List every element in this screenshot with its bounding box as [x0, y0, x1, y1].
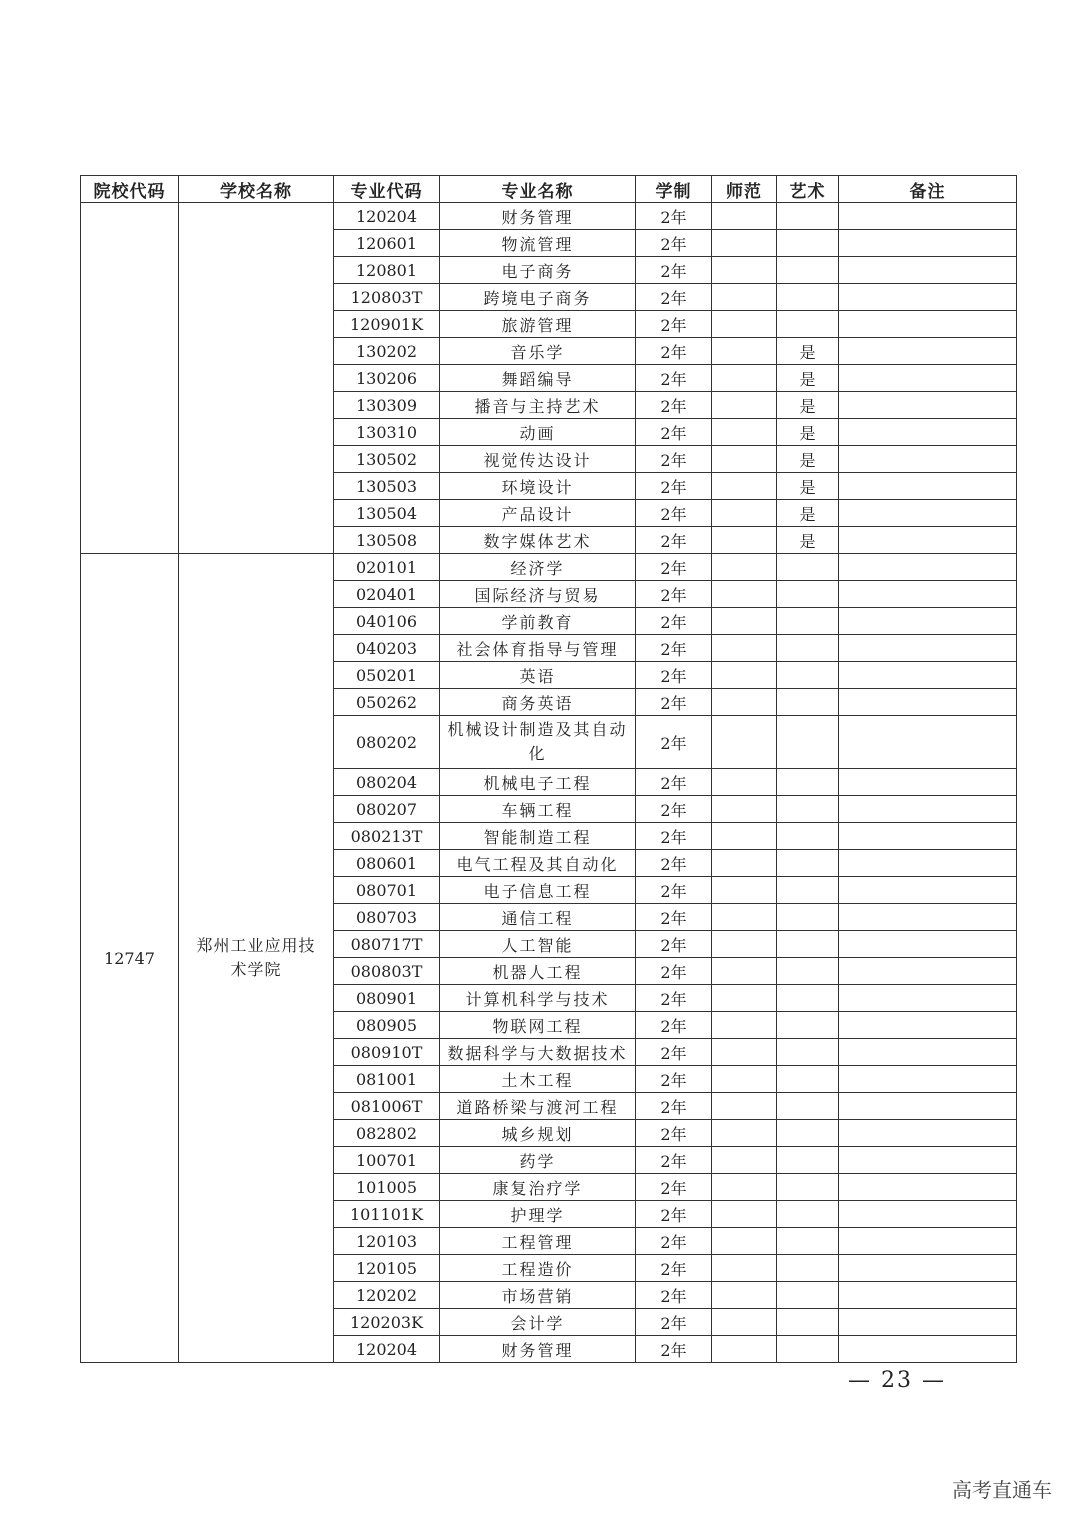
- normal-cell: [712, 392, 777, 419]
- major-code-cell: 050201: [334, 662, 440, 689]
- note-cell: [839, 1255, 1017, 1282]
- note-cell: [839, 1012, 1017, 1039]
- header-normal: 师范: [712, 176, 777, 203]
- note-cell: [839, 1147, 1017, 1174]
- major-name-cell: 护理学: [440, 1201, 636, 1228]
- major-code-cell: 080202: [334, 716, 440, 769]
- art-cell: [777, 1012, 839, 1039]
- note-cell: [839, 662, 1017, 689]
- duration-cell: 2年: [636, 1147, 712, 1174]
- note-cell: [839, 1336, 1017, 1363]
- duration-cell: 2年: [636, 662, 712, 689]
- art-cell: [777, 850, 839, 877]
- major-code-cell: 050262: [334, 689, 440, 716]
- watermark-text: 高考直通车: [952, 1478, 1052, 1502]
- duration-cell: 2年: [636, 392, 712, 419]
- art-cell: [777, 1282, 839, 1309]
- note-cell: [839, 958, 1017, 985]
- art-cell: [777, 1201, 839, 1228]
- normal-cell: [712, 931, 777, 958]
- major-code-cell: 120103: [334, 1228, 440, 1255]
- major-code-cell: 020101: [334, 554, 440, 581]
- note-cell: [839, 392, 1017, 419]
- major-name-cell: 人工智能: [440, 931, 636, 958]
- art-cell: [777, 1039, 839, 1066]
- duration-cell: 2年: [636, 311, 712, 338]
- normal-cell: [712, 662, 777, 689]
- major-name-cell: 土木工程: [440, 1066, 636, 1093]
- note-cell: [839, 446, 1017, 473]
- art-cell: [777, 1147, 839, 1174]
- duration-cell: 2年: [636, 877, 712, 904]
- header-row: [81, 176, 1017, 203]
- normal-cell: [712, 1336, 777, 1363]
- major-name-cell: 跨境电子商务: [440, 284, 636, 311]
- art-cell: [777, 608, 839, 635]
- duration-cell: 2年: [636, 689, 712, 716]
- art-cell: [777, 230, 839, 257]
- art-cell: 是: [777, 338, 839, 365]
- duration-cell: 2年: [636, 419, 712, 446]
- school-name-cell: [179, 203, 334, 554]
- major-name-cell: 音乐学: [440, 338, 636, 365]
- duration-cell: 2年: [636, 796, 712, 823]
- normal-cell: [712, 985, 777, 1012]
- art-cell: [777, 1309, 839, 1336]
- duration-cell: 2年: [636, 1282, 712, 1309]
- major-name-cell: 电子商务: [440, 257, 636, 284]
- school-name-cell: 郑州工业应用技术学院: [179, 554, 334, 1363]
- normal-cell: [712, 581, 777, 608]
- header-school-name: 学校名称: [179, 176, 334, 203]
- note-cell: [839, 850, 1017, 877]
- art-cell: [777, 581, 839, 608]
- normal-cell: [712, 311, 777, 338]
- art-cell: [777, 823, 839, 850]
- major-code-cell: 080703: [334, 904, 440, 931]
- major-name-cell: 英语: [440, 662, 636, 689]
- major-name-cell: 财务管理: [440, 1336, 636, 1363]
- major-name-cell: 康复治疗学: [440, 1174, 636, 1201]
- duration-cell: 2年: [636, 554, 712, 581]
- major-code-cell: 081001: [334, 1066, 440, 1093]
- duration-cell: 2年: [636, 1336, 712, 1363]
- art-cell: [777, 958, 839, 985]
- major-code-cell: 130310: [334, 419, 440, 446]
- major-name-cell: 学前教育: [440, 608, 636, 635]
- normal-cell: [712, 958, 777, 985]
- header-art: 艺术: [777, 176, 839, 203]
- major-code-cell: 080910T: [334, 1039, 440, 1066]
- normal-cell: [712, 877, 777, 904]
- major-name-cell: 环境设计: [440, 473, 636, 500]
- normal-cell: [712, 796, 777, 823]
- duration-cell: 2年: [636, 1228, 712, 1255]
- normal-cell: [712, 1228, 777, 1255]
- major-name-cell: 国际经济与贸易: [440, 581, 636, 608]
- major-code-cell: 080204: [334, 769, 440, 796]
- major-name-cell: 电子信息工程: [440, 877, 636, 904]
- major-name-cell: 商务英语: [440, 689, 636, 716]
- major-code-cell: 120801: [334, 257, 440, 284]
- normal-cell: [712, 1039, 777, 1066]
- major-code-cell: 130309: [334, 392, 440, 419]
- major-code-cell: 120204: [334, 203, 440, 230]
- normal-cell: [712, 284, 777, 311]
- art-cell: [777, 662, 839, 689]
- normal-cell: [712, 716, 777, 769]
- major-name-cell: 工程管理: [440, 1228, 636, 1255]
- major-name-cell: 机械电子工程: [440, 769, 636, 796]
- normal-cell: [712, 769, 777, 796]
- duration-cell: 2年: [636, 1066, 712, 1093]
- normal-cell: [712, 1093, 777, 1120]
- note-cell: [839, 527, 1017, 554]
- major-code-cell: 020401: [334, 581, 440, 608]
- art-cell: [777, 716, 839, 769]
- note-cell: [839, 581, 1017, 608]
- art-cell: [777, 1120, 839, 1147]
- duration-cell: 2年: [636, 1039, 712, 1066]
- note-cell: [839, 311, 1017, 338]
- art-cell: 是: [777, 419, 839, 446]
- note-cell: [839, 1120, 1017, 1147]
- school-code-cell: 12747: [81, 554, 179, 1363]
- normal-cell: [712, 1201, 777, 1228]
- duration-cell: 2年: [636, 1309, 712, 1336]
- duration-cell: 2年: [636, 1201, 712, 1228]
- major-name-cell: 通信工程: [440, 904, 636, 931]
- major-code-cell: 101101K: [334, 1201, 440, 1228]
- note-cell: [839, 419, 1017, 446]
- major-code-cell: 120105: [334, 1255, 440, 1282]
- major-name-cell: 会计学: [440, 1309, 636, 1336]
- major-code-cell: 130206: [334, 365, 440, 392]
- art-cell: [777, 1336, 839, 1363]
- normal-cell: [712, 527, 777, 554]
- normal-cell: [712, 1174, 777, 1201]
- art-cell: 是: [777, 365, 839, 392]
- duration-cell: 2年: [636, 1093, 712, 1120]
- major-code-cell: 120202: [334, 1282, 440, 1309]
- table-body: [81, 203, 1017, 1363]
- normal-cell: [712, 823, 777, 850]
- duration-cell: 2年: [636, 284, 712, 311]
- major-code-cell: 130502: [334, 446, 440, 473]
- duration-cell: 2年: [636, 1174, 712, 1201]
- note-cell: [839, 338, 1017, 365]
- note-cell: [839, 365, 1017, 392]
- art-cell: [777, 877, 839, 904]
- note-cell: [839, 716, 1017, 769]
- major-name-cell: 计算机科学与技术: [440, 985, 636, 1012]
- art-cell: [777, 1066, 839, 1093]
- note-cell: [839, 1228, 1017, 1255]
- normal-cell: [712, 230, 777, 257]
- duration-cell: 2年: [636, 500, 712, 527]
- note-cell: [839, 877, 1017, 904]
- major-name-cell: 社会体育指导与管理: [440, 635, 636, 662]
- art-cell: [777, 796, 839, 823]
- normal-cell: [712, 419, 777, 446]
- note-cell: [839, 554, 1017, 581]
- major-code-cell: 080701: [334, 877, 440, 904]
- major-name-cell: 机械设计制造及其自动化: [440, 716, 636, 769]
- note-cell: [839, 823, 1017, 850]
- duration-cell: 2年: [636, 203, 712, 230]
- note-cell: [839, 985, 1017, 1012]
- major-name-cell: 播音与主持艺术: [440, 392, 636, 419]
- art-cell: 是: [777, 473, 839, 500]
- art-cell: [777, 284, 839, 311]
- normal-cell: [712, 850, 777, 877]
- art-cell: [777, 689, 839, 716]
- duration-cell: 2年: [636, 769, 712, 796]
- major-name-cell: 市场营销: [440, 1282, 636, 1309]
- note-cell: [839, 931, 1017, 958]
- normal-cell: [712, 1066, 777, 1093]
- page-number: — 23 —: [848, 1368, 946, 1393]
- note-cell: [839, 635, 1017, 662]
- duration-cell: 2年: [636, 716, 712, 769]
- major-code-cell: 040203: [334, 635, 440, 662]
- table-row: [81, 203, 1017, 230]
- header-duration: 学制: [636, 176, 712, 203]
- major-name-cell: 舞蹈编导: [440, 365, 636, 392]
- art-cell: [777, 769, 839, 796]
- normal-cell: [712, 257, 777, 284]
- art-cell: 是: [777, 527, 839, 554]
- major-code-cell: 080207: [334, 796, 440, 823]
- art-cell: [777, 1255, 839, 1282]
- art-cell: 是: [777, 392, 839, 419]
- major-name-cell: 动画: [440, 419, 636, 446]
- table-row: [81, 554, 1017, 581]
- note-cell: [839, 284, 1017, 311]
- note-cell: [839, 689, 1017, 716]
- major-name-cell: 产品设计: [440, 500, 636, 527]
- school-code-cell: [81, 203, 179, 554]
- art-cell: [777, 1174, 839, 1201]
- note-cell: [839, 203, 1017, 230]
- majors-table: [80, 175, 1017, 1363]
- note-cell: [839, 230, 1017, 257]
- major-name-cell: 城乡规划: [440, 1120, 636, 1147]
- major-code-cell: 130503: [334, 473, 440, 500]
- art-cell: [777, 257, 839, 284]
- major-name-cell: 机器人工程: [440, 958, 636, 985]
- major-name-cell: 旅游管理: [440, 311, 636, 338]
- duration-cell: 2年: [636, 1012, 712, 1039]
- duration-cell: 2年: [636, 473, 712, 500]
- major-code-cell: 080601: [334, 850, 440, 877]
- art-cell: [777, 554, 839, 581]
- major-code-cell: 120601: [334, 230, 440, 257]
- major-code-cell: 120204: [334, 1336, 440, 1363]
- normal-cell: [712, 446, 777, 473]
- major-code-cell: 081006T: [334, 1093, 440, 1120]
- major-name-cell: 视觉传达设计: [440, 446, 636, 473]
- header-school-code: 院校代码: [81, 176, 179, 203]
- normal-cell: [712, 500, 777, 527]
- major-code-cell: 080213T: [334, 823, 440, 850]
- major-name-cell: 物流管理: [440, 230, 636, 257]
- normal-cell: [712, 608, 777, 635]
- major-name-cell: 财务管理: [440, 203, 636, 230]
- note-cell: [839, 1174, 1017, 1201]
- art-cell: 是: [777, 500, 839, 527]
- duration-cell: 2年: [636, 230, 712, 257]
- art-cell: [777, 904, 839, 931]
- major-name-cell: 车辆工程: [440, 796, 636, 823]
- duration-cell: 2年: [636, 257, 712, 284]
- major-code-cell: 101005: [334, 1174, 440, 1201]
- major-code-cell: 080803T: [334, 958, 440, 985]
- normal-cell: [712, 1309, 777, 1336]
- art-cell: [777, 985, 839, 1012]
- normal-cell: [712, 1012, 777, 1039]
- major-code-cell: 120901K: [334, 311, 440, 338]
- duration-cell: 2年: [636, 850, 712, 877]
- major-name-cell: 经济学: [440, 554, 636, 581]
- major-name-cell: 智能制造工程: [440, 823, 636, 850]
- major-name-cell: 物联网工程: [440, 1012, 636, 1039]
- note-cell: [839, 1093, 1017, 1120]
- major-code-cell: 120803T: [334, 284, 440, 311]
- major-code-cell: 080717T: [334, 931, 440, 958]
- duration-cell: 2年: [636, 635, 712, 662]
- major-code-cell: 100701: [334, 1147, 440, 1174]
- major-name-cell: 数据科学与大数据技术: [440, 1039, 636, 1066]
- note-cell: [839, 257, 1017, 284]
- duration-cell: 2年: [636, 823, 712, 850]
- normal-cell: [712, 1255, 777, 1282]
- major-code-cell: 082802: [334, 1120, 440, 1147]
- normal-cell: [712, 365, 777, 392]
- duration-cell: 2年: [636, 581, 712, 608]
- duration-cell: 2年: [636, 1255, 712, 1282]
- note-cell: [839, 473, 1017, 500]
- major-code-cell: 080905: [334, 1012, 440, 1039]
- art-cell: [777, 1228, 839, 1255]
- art-cell: [777, 1093, 839, 1120]
- note-cell: [839, 1201, 1017, 1228]
- note-cell: [839, 904, 1017, 931]
- normal-cell: [712, 473, 777, 500]
- major-name-cell: 药学: [440, 1147, 636, 1174]
- major-code-cell: 130202: [334, 338, 440, 365]
- major-code-cell: 120203K: [334, 1309, 440, 1336]
- header-note: 备注: [839, 176, 1017, 203]
- duration-cell: 2年: [636, 958, 712, 985]
- normal-cell: [712, 635, 777, 662]
- duration-cell: 2年: [636, 1120, 712, 1147]
- note-cell: [839, 796, 1017, 823]
- major-code-cell: 130504: [334, 500, 440, 527]
- major-code-cell: 040106: [334, 608, 440, 635]
- note-cell: [839, 1066, 1017, 1093]
- major-code-cell: 130508: [334, 527, 440, 554]
- normal-cell: [712, 1147, 777, 1174]
- art-cell: [777, 203, 839, 230]
- art-cell: 是: [777, 446, 839, 473]
- note-cell: [839, 769, 1017, 796]
- normal-cell: [712, 1120, 777, 1147]
- normal-cell: [712, 203, 777, 230]
- normal-cell: [712, 904, 777, 931]
- normal-cell: [712, 554, 777, 581]
- major-name-cell: 工程造价: [440, 1255, 636, 1282]
- note-cell: [839, 1309, 1017, 1336]
- duration-cell: 2年: [636, 931, 712, 958]
- normal-cell: [712, 1282, 777, 1309]
- art-cell: [777, 931, 839, 958]
- major-code-cell: 080901: [334, 985, 440, 1012]
- header-major-code: 专业代码: [334, 176, 440, 203]
- art-cell: [777, 635, 839, 662]
- duration-cell: 2年: [636, 365, 712, 392]
- duration-cell: 2年: [636, 446, 712, 473]
- duration-cell: 2年: [636, 985, 712, 1012]
- normal-cell: [712, 338, 777, 365]
- duration-cell: 2年: [636, 904, 712, 931]
- table-header: [81, 176, 1017, 203]
- note-cell: [839, 500, 1017, 527]
- duration-cell: 2年: [636, 338, 712, 365]
- duration-cell: 2年: [636, 608, 712, 635]
- major-name-cell: 电气工程及其自动化: [440, 850, 636, 877]
- duration-cell: 2年: [636, 527, 712, 554]
- header-major-name: 专业名称: [440, 176, 636, 203]
- major-name-cell: 数字媒体艺术: [440, 527, 636, 554]
- note-cell: [839, 608, 1017, 635]
- art-cell: [777, 311, 839, 338]
- normal-cell: [712, 689, 777, 716]
- major-name-cell: 道路桥梁与渡河工程: [440, 1093, 636, 1120]
- note-cell: [839, 1282, 1017, 1309]
- note-cell: [839, 1039, 1017, 1066]
